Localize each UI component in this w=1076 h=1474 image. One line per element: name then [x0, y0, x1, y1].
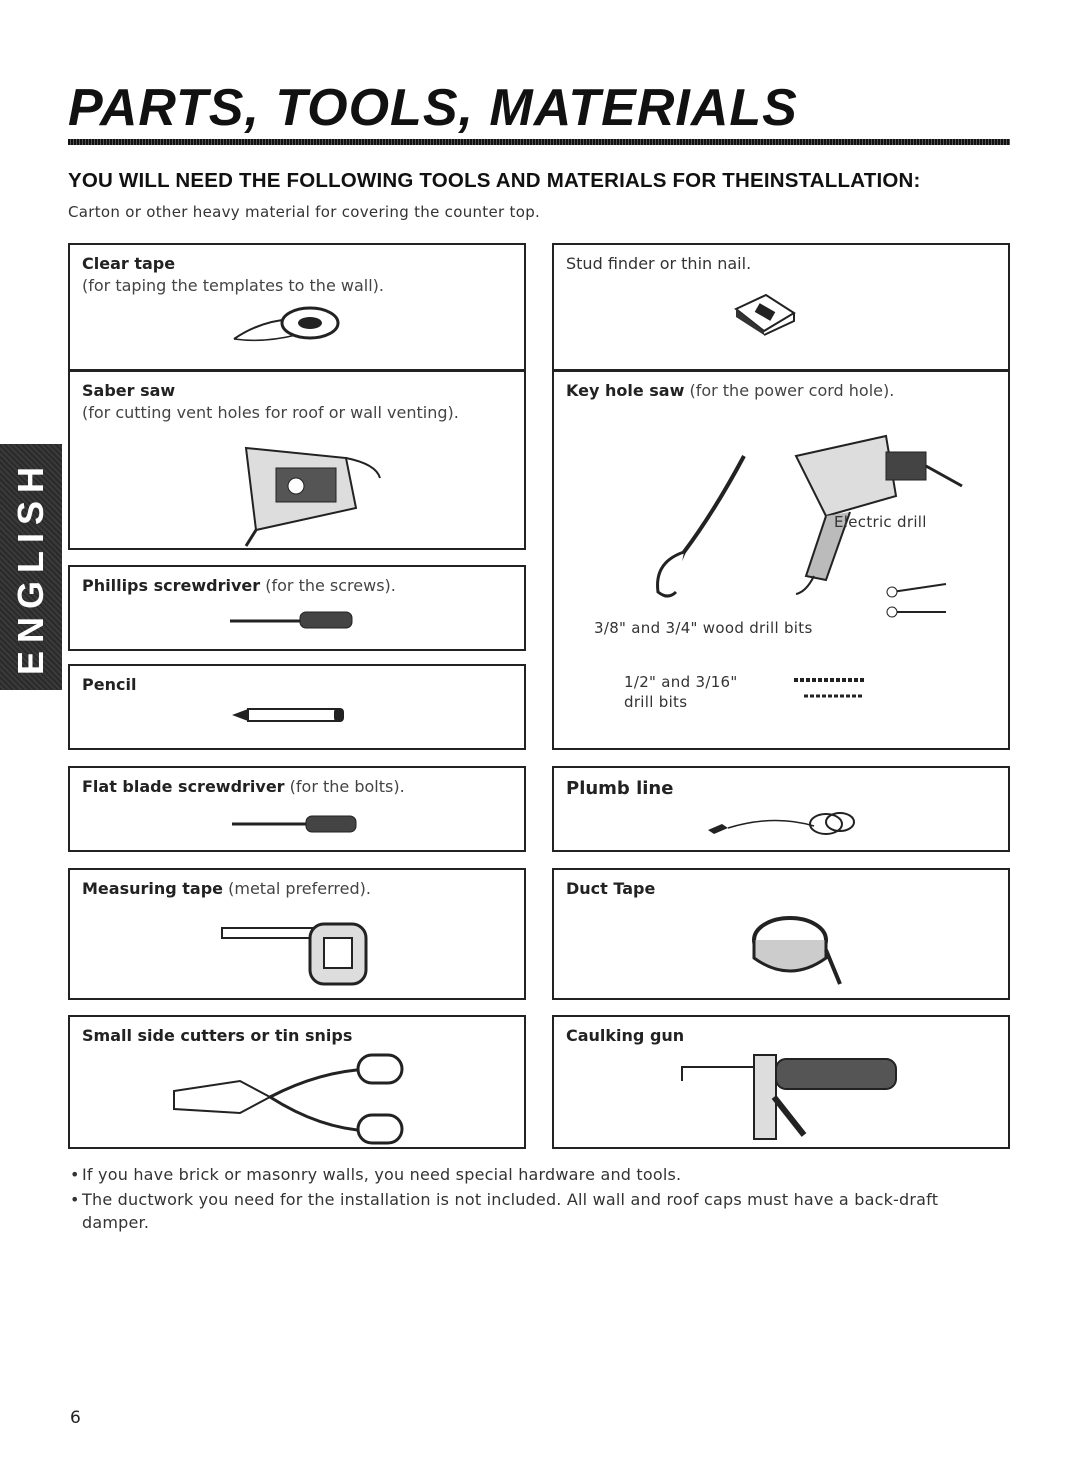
tin-snips-icon	[170, 1051, 410, 1147]
clear-tape-icon	[230, 299, 350, 349]
tool-name: Duct Tape	[566, 879, 656, 898]
notes-list	[70, 1163, 1010, 1237]
tool-box-phillips-screwdriver	[68, 565, 526, 651]
tool-name: Caulking gun	[566, 1026, 685, 1045]
tool-name: Pencil	[82, 675, 137, 694]
tool-box-flat-blade-screwdriver	[68, 766, 526, 852]
saber-saw-icon	[236, 438, 386, 548]
page-title: PARTS, TOOLS, MATERIALS	[68, 79, 798, 137]
plumb-line-icon	[704, 806, 864, 842]
tool-box-plumb-line	[552, 766, 1010, 852]
tool-name: Key hole saw	[566, 381, 685, 400]
electric-drill-icon	[766, 416, 966, 596]
tool-box-side-cutters	[68, 1015, 526, 1149]
tool-description: (metal preferred).	[228, 879, 371, 898]
tool-name: Clear tape	[82, 254, 176, 273]
tool-name: Stud finder or thin nail.	[566, 254, 752, 273]
note-item: • If you have brick or masonry walls, you need special hardware and tools.	[70, 1163, 1010, 1186]
tool-box-stud-finder	[552, 243, 1010, 371]
tool-box-key-hole-saw	[552, 370, 1010, 750]
tool-box-caulking-gun	[552, 1015, 1010, 1149]
tool-name: Saber saw	[82, 381, 176, 400]
stud-finder-icon	[730, 291, 800, 337]
intro-text: Carton or other heavy material for covering the counter top.	[68, 203, 541, 221]
drill-bits-label-1: 1/2" and 3/16"	[624, 673, 738, 691]
wood-drill-bits-icon	[884, 580, 950, 620]
tool-name: Flat blade screwdriver	[82, 777, 285, 796]
tool-name: Small side cutters or tin snips	[82, 1026, 353, 1045]
language-tab-label: ENGLISH	[10, 458, 51, 676]
tool-description: (for the bolts).	[289, 777, 405, 796]
electric-drill-label: Electric drill	[834, 513, 927, 531]
key-hole-saw-icon	[644, 452, 754, 602]
phillips-screwdriver-icon	[228, 607, 358, 633]
page-number: 6	[70, 1408, 81, 1428]
tool-box-saber-saw	[68, 370, 526, 550]
wood-drill-bits-label: 3/8" and 3/4" wood drill bits	[594, 619, 813, 637]
tool-description: (for the power cord hole).	[689, 381, 895, 400]
note-item: • The ductwork you need for the installation is not included. All wall and roof caps must have a back-draft damper.	[70, 1188, 1010, 1234]
tool-description: (for the screws).	[265, 576, 396, 595]
section-heading: YOU WILL NEED THE FOLLOWING TOOLS AND MATERIALS FOR THEINSTALLATION:	[68, 169, 921, 192]
tool-box-duct-tape	[552, 868, 1010, 1000]
tool-name: Plumb line	[566, 778, 674, 799]
duct-tape-icon	[744, 910, 844, 990]
tool-box-clear-tape	[68, 243, 526, 371]
tool-name: Measuring tape	[82, 879, 224, 898]
drill-bits-icon	[790, 672, 870, 702]
tool-box-pencil	[68, 664, 526, 750]
tool-box-measuring-tape	[68, 868, 526, 1000]
title-rule	[68, 139, 1010, 145]
measuring-tape-icon	[220, 914, 370, 994]
tool-name: Phillips screwdriver	[82, 576, 261, 595]
drill-bits-label-2: drill bits	[624, 693, 688, 711]
tool-description: (for taping the templates to the wall).	[82, 276, 384, 296]
pencil-icon	[230, 704, 350, 726]
flat-screwdriver-icon	[230, 812, 360, 836]
tool-description: (for cutting vent holes for roof or wall venting).	[82, 403, 459, 423]
caulking-gun-icon	[674, 1037, 904, 1147]
